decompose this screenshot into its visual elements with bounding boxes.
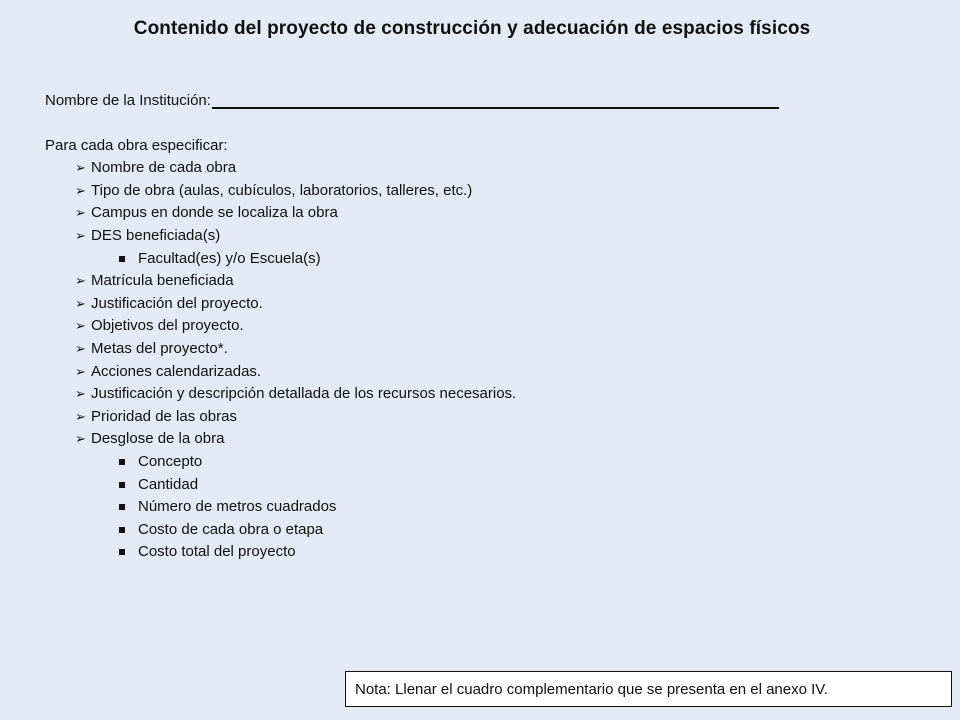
list-item-text: Tipo de obra (aulas, cubículos, laboratorios, talleres, etc.) [91,181,473,199]
list-item-text: Justificación del proyecto. [91,294,263,312]
list-item-text: Prioridad de las obras [91,407,237,425]
list-item-text: Concepto [138,453,203,471]
list-item [75,180,516,203]
list-item [75,225,516,248]
square-bullet-icon [119,527,125,533]
list-item [75,157,516,180]
arrow-bullet-icon: ➢ [75,273,86,289]
sub-list-item [75,496,516,519]
list-item [75,360,516,383]
arrow-bullet-icon: ➢ [75,228,86,244]
list-item-text: Matrícula beneficiada [91,272,234,290]
list-item [75,270,516,293]
arrow-bullet-icon: ➢ [75,205,86,221]
page-title: Contenido del proyecto de construcción y adecuación de espacios físicos [133,18,811,39]
institution-label: Nombre de la Institución: [45,92,211,109]
arrow-bullet-icon: ➢ [75,408,86,424]
list-item-text: Justificación y descripción detallada de los recursos necesarios. [91,385,517,403]
list-item-text: Nombre de cada obra [91,159,237,177]
list-item [75,293,516,316]
list-item-text: Objetivos del proyecto. [91,317,244,335]
list-item-text: Desglose de la obra [91,430,225,448]
arrow-bullet-icon: ➢ [75,341,86,357]
note-box: Nota: Llenar el cuadro complementario que se presenta en el anexo IV. [345,671,952,707]
list-item [75,202,516,225]
list-item [75,383,516,406]
list-item [75,428,516,451]
sub-list-item [75,473,516,496]
list-item-text: Costo total del proyecto [138,543,296,561]
list-item [75,338,516,361]
list-item-text: Costo de cada obra o etapa [138,520,324,538]
list-item-text: Metas del proyecto*. [91,340,228,358]
arrow-bullet-icon: ➢ [75,182,86,198]
square-bullet-icon [119,504,125,510]
list-item [75,406,516,429]
sub-list-item [75,519,516,542]
arrow-bullet-icon: ➢ [75,386,86,402]
square-bullet-icon [119,549,125,555]
list-item-text: DES beneficiada(s) [91,227,221,245]
list-item [75,315,516,338]
list-item-text: Número de metros cuadrados [138,498,337,516]
square-bullet-icon [119,459,125,465]
arrow-bullet-icon: ➢ [75,318,86,334]
arrow-bullet-icon: ➢ [75,160,86,176]
list-item-text: Facultad(es) y/o Escuela(s) [138,249,321,267]
sub-list-item [75,247,516,270]
list-item-text: Cantidad [138,475,199,493]
list-item-text: Campus en donde se localiza la obra [91,204,338,222]
sub-list-item [75,541,516,564]
sub-list-item [75,451,516,474]
institution-field [45,89,779,109]
square-bullet-icon [119,256,125,262]
intro-text: Para cada obra especificar: [45,137,228,154]
square-bullet-icon [119,482,125,488]
arrow-bullet-icon: ➢ [75,295,86,311]
arrow-bullet-icon: ➢ [75,431,86,447]
arrow-bullet-icon: ➢ [75,363,86,379]
list-item-text: Acciones calendarizadas. [91,362,262,380]
requirements-list [75,157,516,564]
institution-blank-line [212,89,779,109]
